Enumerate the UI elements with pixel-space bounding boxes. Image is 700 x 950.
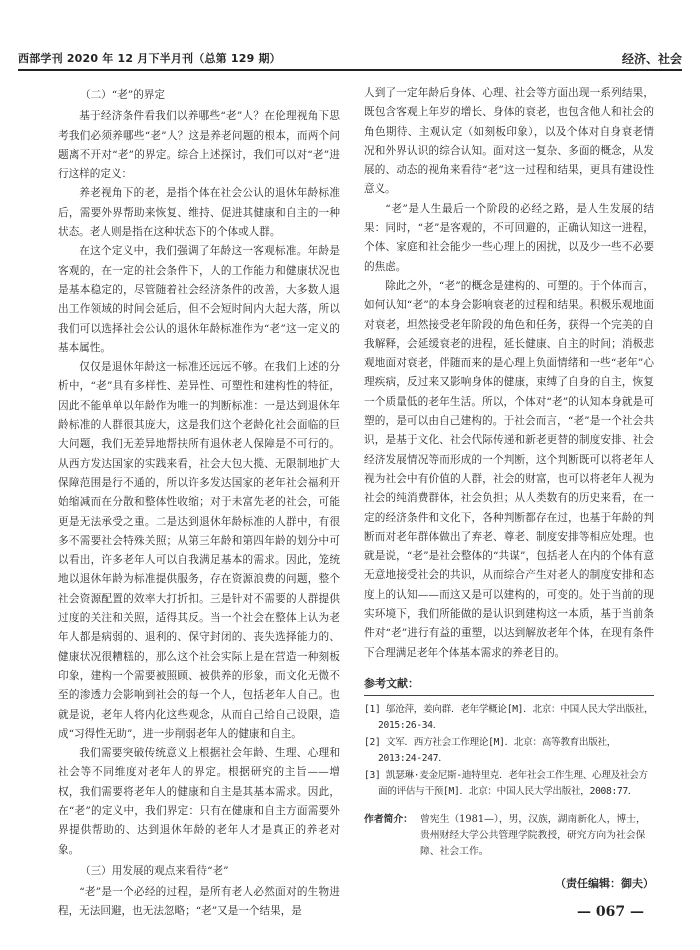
reference-item: [3] 凯瑟琳·麦金尼斯-迪特里克．老年社会工作生理、心理及社会方面的评估与干预[M]．北京：中国人民大学出版社，2008:77． (364, 769, 648, 797)
header-rule (18, 69, 682, 71)
paragraph: 在这个定义中，我们强调了年龄这一客观标准。年龄是客观的，在一定的社会条件下，人的工作能力和健康状况也是基本稳定的，尽管随着社会经济条件的改善，大多数人退出工作领域的时间会延后，但不会短时间内大起大落，所以我们可以选择社会公认的退休年龄标准作为“老”这一定义的基本属性。 (58, 245, 340, 354)
section-heading-3: （三）用发展的观点来看待“老” (80, 864, 229, 877)
reference-item: [1] 邬沧萍，姜向群．老年学概论[M]．北京：中国人民大学出版社，2015:26-34． (364, 703, 654, 731)
author-label: 作者简介： (364, 813, 413, 825)
reference-item: [2] 文军．西方社会工作理论[M]．北京：高等教育出版社，2013:24-247． (364, 736, 617, 764)
journal-title: 西部学刊 2020 年 12 月下半月刊（总第 129 期） (18, 52, 281, 65)
paragraph: 仅仅是退休年龄这一标准还远远不够。在我们上述的分析中，“老”具有多样性、差异性、可塑性和建构性的特征，因此不能单单以年龄作为唯一的判断标准：一是达到退休年龄标准的人群很其庞大，这是我们这个老龄化社会面临的巨大问题，我们无差异地帮扶所有退休老人保障是不可行的。从西方发达国家的实践来看，社会大包大揽、无限制地扩大保障范围是行不通的，所以许多发达国家的老年社会福利开始缩减而在分散和整体性收缩；对于未富先老的社会，可能更是无法承受之重。二是达到退休年龄标准的人群中，有很多不需要社会特殊关照；从第三年龄和第四年龄的划分中可以看出，许多老年人可以自我满足基本的需求。因此，笼统地以退休年龄为标准提供服务，存在资源浪费的问题，整个社会资源配置的效率大打折扣。三是针对不需要的人群提供过度的关注和关照，适得其反。当一个社会在整体上认为老年人都是病弱的、退利的、保守封闭的、丧失选择能力的、健康状况很糟糕的，那么这个社会实际上是在营造一种刻板印象，建构一个需要被照顾、被供养的形象，而文化无微不至的渗透力会影响到社会的每一个人，包括老年人自己。也就是说，老年人将内化这些观念，从而自己给自己设限，造成“习得性无助”，进一步削弱老年人的健康和自主。 (58, 361, 340, 740)
paragraph: 除此之外，“老”的概念是建构的、可塑的。于个体而言，如何认知“老”的本身会影响衰老的过程和结果。积极乐观地面对衰老，坦然接受老年阶段的角色和任务，获得一个完美的自我解释，会延缓衰老的进程，延长健康、自主的时间；消极悲观地面对衰老，伴随而来的是心理上负面情绪和一些“老年”心理疾病，反过来又影响身体的健康，束缚了自身的自主，恢复一个质量低的老年生活。所以，个体对“老”的认知本身就是可塑的，是可以由自己建构的。于社会而言，“老”是一个社会共识，是基于文化、社会代际传递和新老更替的制度安排、社会经济发展情况等而形成的一个判断，这个判断既可以将老年人视为社会中有价值的人群，社会的财富，也可以将老年人视为社会的纯消费群体，社会负担；从人类数有的历史来看，在一定的经济条件和文化下，各种判断都存在过，也基于年龄的判断而对老年群体做出了弃老、尊老、制度安排等相应处理。也就是说，“老”是社会整体的“共谋”，包括老人在内的个体有意无意地接受社会的共识，从而综合产生对老人的制度安排和态度上的认知——而这又是可以建构的，可变的。处于当前的现实环境下，我们所能做的是认识到建构这一本质，基于当前条件对“老”进行有益的重塑，以达到解放老年个体，在现有条件下合理满足老年个体基本需求的养老目的。 (364, 279, 654, 659)
paragraph: 基于经济条件看我们以养哪些“老”人？在伦理视角下思考我们必须养哪些“老”人？这是养老问题的根本，而两个问题离不开对“老”的界定。综合上述探讨，我们可以对“老”进行这样的定义： (58, 110, 340, 181)
paragraph: 养老视角下的老，是指个体在社会公认的退休年龄标准后，需要外界帮助来恢复、维持、促进其健康和自主的一种状态。老人则是指在这种状态下的个体或人群。 (58, 187, 340, 239)
author-text: 曾宪生（1981—），男，汉族，湖南新化人，博士，贵州财经大学公共管理学院教授，研究方向为社会保障、社会工作。 (420, 813, 646, 857)
paragraph: “老”是人生最后一个阶段的必经之路，是人生发展的结果：同时，“老”是客观的，不可回避的，正确认知这一进程，个体、家庭和社会能少一些心理上的困扰，以及少一些不必要的焦虑。 (364, 202, 654, 273)
references-heading: 参考文献： (364, 676, 419, 690)
section-title: 经济、社会 (621, 52, 682, 66)
paragraph: 人到了一定年龄后身体、心理、社会等方面出现一系列结果，既包含客观上年岁的增长、身体的衰老，也包含他人和社会的角色期待、主观认定（如刻板印象），以及个体对自身衰老情况和外界认识的综合认知。面对这一复杂、多面的概念，从发展的、动态的视角来看待“老”这一过程和结果，更具有建设性意义。 (364, 87, 654, 196)
left-column (58, 84, 340, 922)
paragraph: 我们需要突破传统意义上根据社会年龄、生理、心理和社会等不同维度对老年人的界定。根据研究的主旨——增权，我们需要将老年人的健康和自主是其基本需求。因此，在“老”的定义中，我们界定：只有在健康和自主方面需要外界提供帮助的、达到退休年龄的老年人才是真正的养老对象。 (58, 747, 340, 856)
responsible-editor: （责任编辑：御夫） (555, 876, 654, 890)
author-info (364, 812, 654, 860)
page-number: — 067 — (577, 904, 644, 920)
paragraph: “老”是一个必经的过程，是所有老人必然面对的生物进程，无法回避，也无法忽略；“老”又是一个结果，是 (58, 886, 340, 918)
section-heading-2: （二）“老”的界定 (80, 89, 165, 101)
right-column (364, 84, 654, 893)
references-divider (364, 695, 654, 696)
page-header (18, 50, 682, 70)
